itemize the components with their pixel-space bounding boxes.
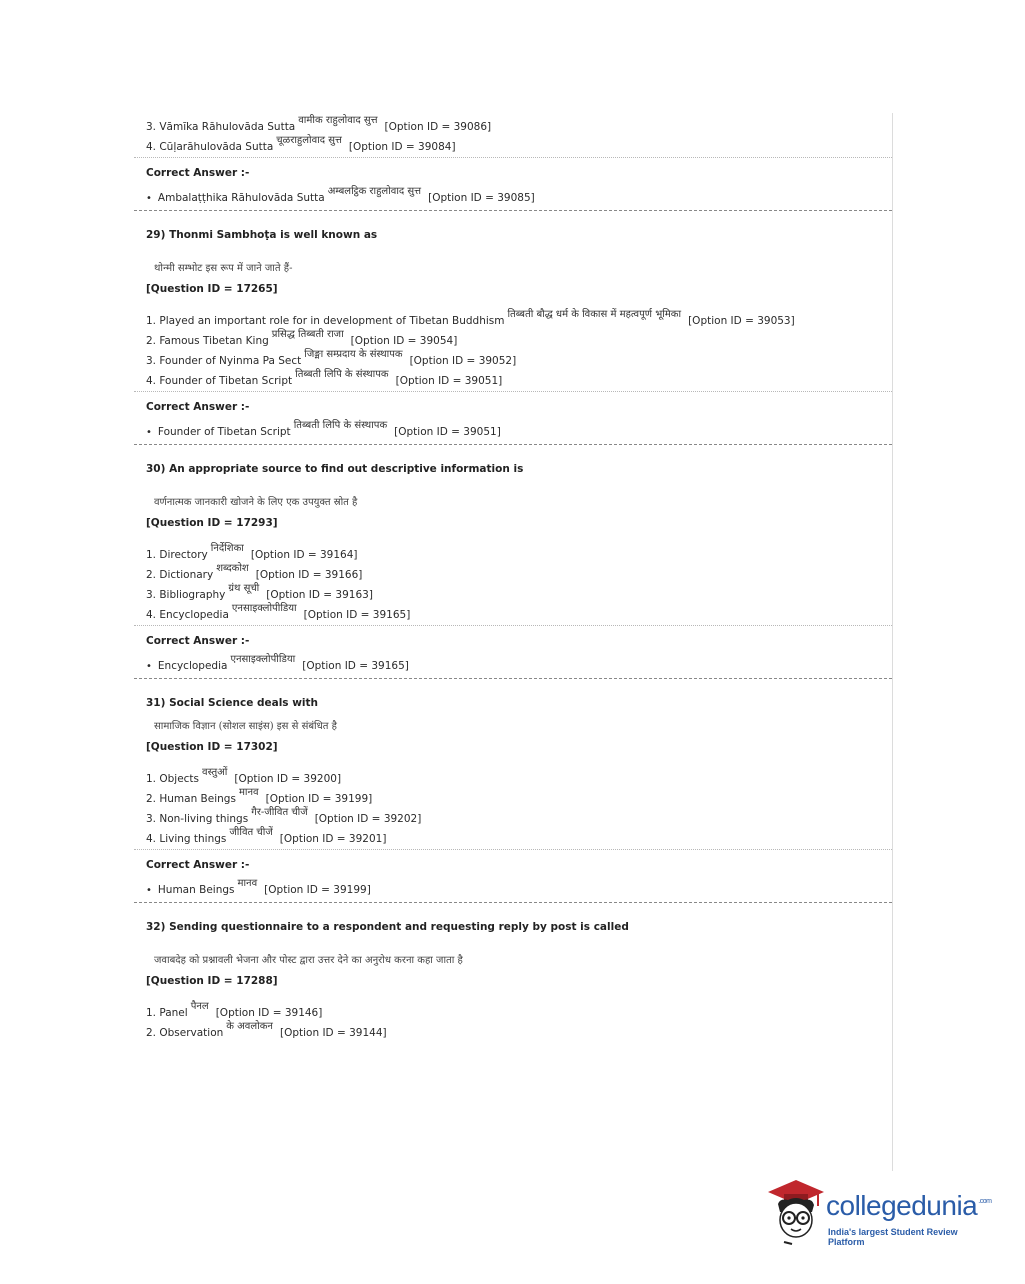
option-row: 3. Non-living things गैर-जीवित चीजें [Option ID = 39202] [146,807,422,825]
option-row: 3. Bibliography ग्रंथ सूची [Option ID = 39163] [146,583,373,601]
correct-answer-row: • Founder of Tibetan Script तिब्बती लिपि के संस्थापक [Option ID = 39051] [134,418,892,438]
option-row: 3. Founder of Nyinma Pa Sect जिङ्मा सम्प्रदाय के संस्थापक [Option ID = 39052] [146,349,517,367]
option-row: 4. Encyclopedia एनसाइक्लोपीडिया [Option ID = 39165] [146,603,411,621]
correct-answer-label: Correct Answer :- [146,401,250,413]
question-title: 30) An appropriate source to find out descriptive information is [146,463,524,475]
correct-answer-label: Correct Answer :- [146,859,250,871]
question-id: [Question ID = 17265] [146,283,278,295]
question-hindi: सामाजिक विज्ञान (सोशल साइंस) इस से संबंधित है [154,721,337,732]
divider [134,157,892,158]
question-title: 32) Sending questionnaire to a respondent and requesting reply by post is called [146,921,629,933]
correct-answer-row: • Ambalaṭṭhika Rāhulovāda Sutta अम्बलट्ठिक राहुलोवाद सुत्त [Option ID = 39085] [134,184,892,204]
question-hindi: वर्णनात्मक जानकारी खोजने के लिए एक उपयुक्त स्रोत है [154,497,358,508]
option-row: 1. Panel पैनल [Option ID = 39146] [146,1001,323,1019]
option-row: 1. Directory निर्देशिका [Option ID = 39164] [146,543,358,561]
question-id: [Question ID = 17302] [146,741,278,753]
option-row: 2. Famous Tibetan King प्रसिद्ध तिब्बती राजा [Option ID = 39054] [146,329,458,347]
divider [134,391,892,392]
option-row: 4. Founder of Tibetan Script तिब्बती लिपि के संस्थापक [Option ID = 39051] [146,369,503,387]
option-row: 1. Played an important role for in development of Tibetan Buddhism तिब्बती बौद्ध धर्म के विकास में महत्वपूर्ण भूमिका [Option ID = 39053] [146,309,795,327]
divider [134,625,892,626]
option-row: 4. Cūḷarāhulovāda Sutta चूळराहुलोवाद सुत्त [Option ID = 39084] [146,135,456,153]
exam-page [134,113,893,1171]
option-row: 4. Living things जीवित चीजें [Option ID = 39201] [146,827,387,845]
question-title: 29) Thonmi Sambhoṭa is well known as [146,229,378,241]
question-id: [Question ID = 17293] [146,517,278,529]
question-hindi: जवाबदेह को प्रश्नावली भेजना और पोस्ट द्वारा उत्तर देने का अनुरोध करना कहा जाता है [154,955,463,966]
option-row: 1. Objects वस्तुओं [Option ID = 39200] [146,767,342,785]
mascot-icon [766,1178,826,1246]
option-row: 2. Dictionary शब्दकोश [Option ID = 39166] [146,563,363,581]
collegedunia-logo [766,1178,996,1248]
correct-answer-row: • Encyclopedia एनसाइक्लोपीडिया [Option ID = 39165] [134,652,892,672]
divider [134,849,892,850]
question-id: [Question ID = 17288] [146,975,278,987]
option-row: 3. Vāmīka Rāhulovāda Sutta वामीक राहुलोवाद सुत्त [Option ID = 39086] [146,115,492,133]
option-row: 2. Human Beings मानव [Option ID = 39199] [146,787,373,805]
brand-name: collegedunia$^{.com}$ [826,1190,992,1221]
correct-answer-label: Correct Answer :- [146,635,250,647]
correct-answer-row: • Human Beings मानव [Option ID = 39199] [134,876,892,896]
option-row: 2. Observation के अवलोकन [Option ID = 39144] [146,1021,387,1039]
correct-answer-label: Correct Answer :- [146,167,250,179]
question-hindi: थोन्मी सम्भोट इस रूप में जाने जाते हैं- [154,263,293,274]
question-title: 31) Social Science deals with [146,697,319,709]
brand-tagline: India's largest Student Review Platform [828,1227,958,1247]
